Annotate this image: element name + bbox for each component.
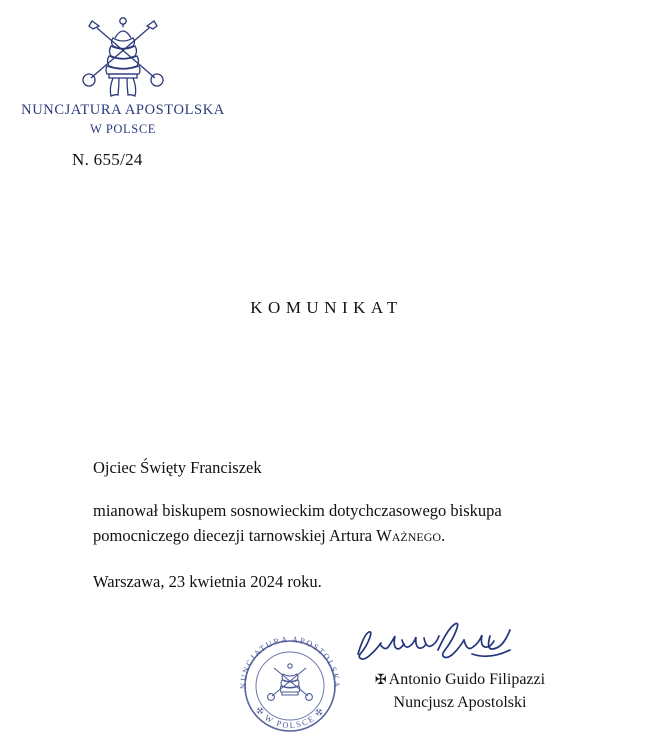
- signature-block: [330, 668, 590, 714]
- svg-text:NUNCJATURA APOSTOLSKA: NUNCJATURA APOSTOLSKA: [238, 634, 342, 690]
- body-paragraph-1: Ojciec Święty Franciszek: [93, 458, 262, 477]
- body-paragraph-2: [93, 498, 563, 549]
- body-paragraph-2-text: mianował biskupem sosnowieckim dotychczasowego biskupa pomocniczego diecezji tarnowskiej Artura: [93, 500, 502, 546]
- signatory-name-line: [330, 668, 590, 691]
- svg-text:✠ W POLSCE ✠: ✠ W POLSCE ✠: [253, 705, 327, 731]
- reference-number: N. 655/24: [72, 150, 143, 169]
- letterhead: [18, 8, 228, 137]
- page-title: KOMUNIKAT: [250, 298, 403, 317]
- letterhead-line-2: W POLSCE: [89, 122, 157, 136]
- bishop-name: Ważnego: [376, 526, 442, 546]
- body-paragraph-2-end: .: [441, 526, 446, 546]
- letterhead-line-1: NUNCJATURA APOSTOLSKA: [21, 102, 225, 118]
- signatory-title: Nuncjusz Apostolski: [393, 694, 527, 712]
- handwritten-signature-icon: [352, 620, 522, 666]
- signatory-name: Antonio Guido Filipazzi: [388, 671, 546, 688]
- episcopal-cross-icon: ✠: [374, 673, 387, 688]
- papal-coat-of-arms-icon: [63, 8, 183, 100]
- place-and-date: Warszawa, 23 kwietnia 2024 roku.: [93, 571, 322, 591]
- document-body: [93, 455, 563, 611]
